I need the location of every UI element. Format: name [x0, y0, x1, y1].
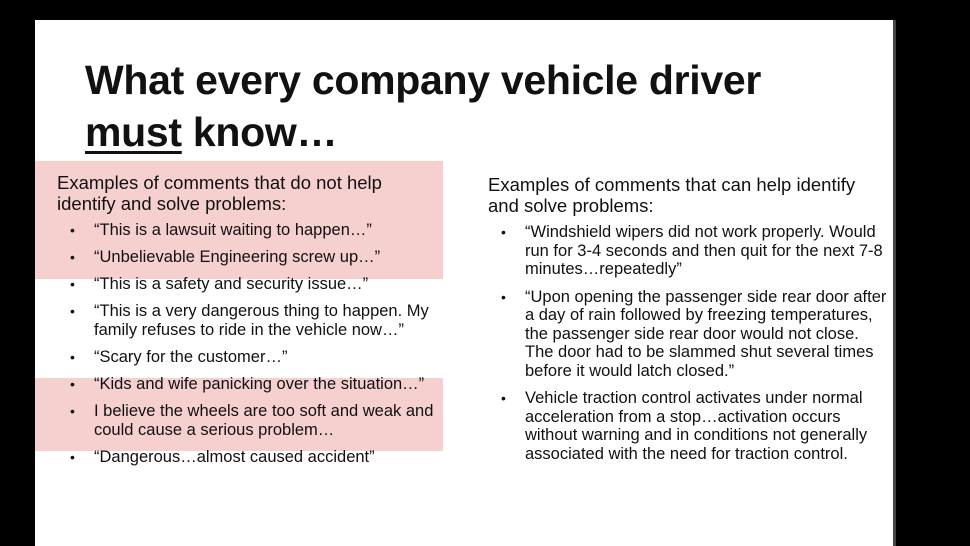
bullet-icon: • [70, 249, 75, 265]
list-item-text: “Scary for the customer…” [94, 348, 288, 366]
bullet-icon: • [501, 288, 506, 305]
slide [35, 20, 893, 546]
bullet-icon: • [501, 224, 506, 240]
slide-title [85, 54, 865, 158]
list-item [57, 275, 442, 294]
bullet-icon: • [70, 222, 75, 238]
list-item [57, 248, 442, 267]
title-part2: know… [181, 109, 338, 155]
bullet-icon: • [70, 349, 75, 365]
list-item [57, 221, 442, 240]
list-item-text: “This is a lawsuit waiting to happen…” [94, 221, 372, 239]
right-bullet-list [488, 223, 888, 463]
list-item [488, 288, 888, 381]
list-item-text: “This is a safety and security issue…” [94, 275, 369, 293]
slide-border [893, 20, 896, 546]
list-item [57, 402, 442, 440]
list-item [57, 302, 442, 340]
list-item-text: “This is a very dangerous thing to happen. My family refuses to ride in the vehicle now…” [94, 302, 429, 339]
list-item-text: “Dangerous…almost caused accident” [94, 448, 375, 466]
right-heading: Examples of comments that can help identify and solve problems: [488, 174, 856, 216]
bullet-icon: • [70, 403, 75, 419]
list-item [57, 348, 442, 367]
list-item [57, 375, 442, 394]
list-item-text: Vehicle traction control activates under normal acceleration from a stop…activation occurs without warning and in conditions not generally associated with the need for traction control. [525, 389, 868, 463]
title-emphasis: must [85, 109, 182, 155]
list-item-text: “Kids and wife panicking over the situation…” [94, 375, 425, 393]
bullet-icon: • [70, 449, 75, 465]
title-part1: What every company vehicle driver [85, 57, 762, 103]
list-item [57, 448, 442, 467]
bullet-icon: • [70, 303, 75, 319]
left-column [57, 172, 442, 475]
list-item-text: I believe the wheels are too soft and weak and could cause a serious problem… [94, 402, 434, 439]
bullet-icon: • [70, 376, 75, 392]
left-bullet-list [57, 221, 442, 467]
bullet-icon: • [70, 276, 75, 292]
list-item [488, 389, 888, 463]
list-item [488, 223, 888, 279]
list-item-text: “Windshield wipers did not work properly. Would run for 3-4 seconds and then quit for the next 7-8 minutes…repeatedly” [525, 223, 883, 278]
left-heading: Examples of comments that do not help identify and solve problems: [57, 172, 382, 214]
list-item-text: “Unbelievable Engineering screw up…” [94, 248, 381, 266]
right-column [488, 174, 888, 472]
bullet-icon: • [501, 390, 506, 406]
list-item-text: “Upon opening the passenger side rear door after a day of rain followed by freezing temperatures, the passenger side rear door would not close. The door had to be slammed shut several times before it would latch closed.” [525, 287, 887, 380]
